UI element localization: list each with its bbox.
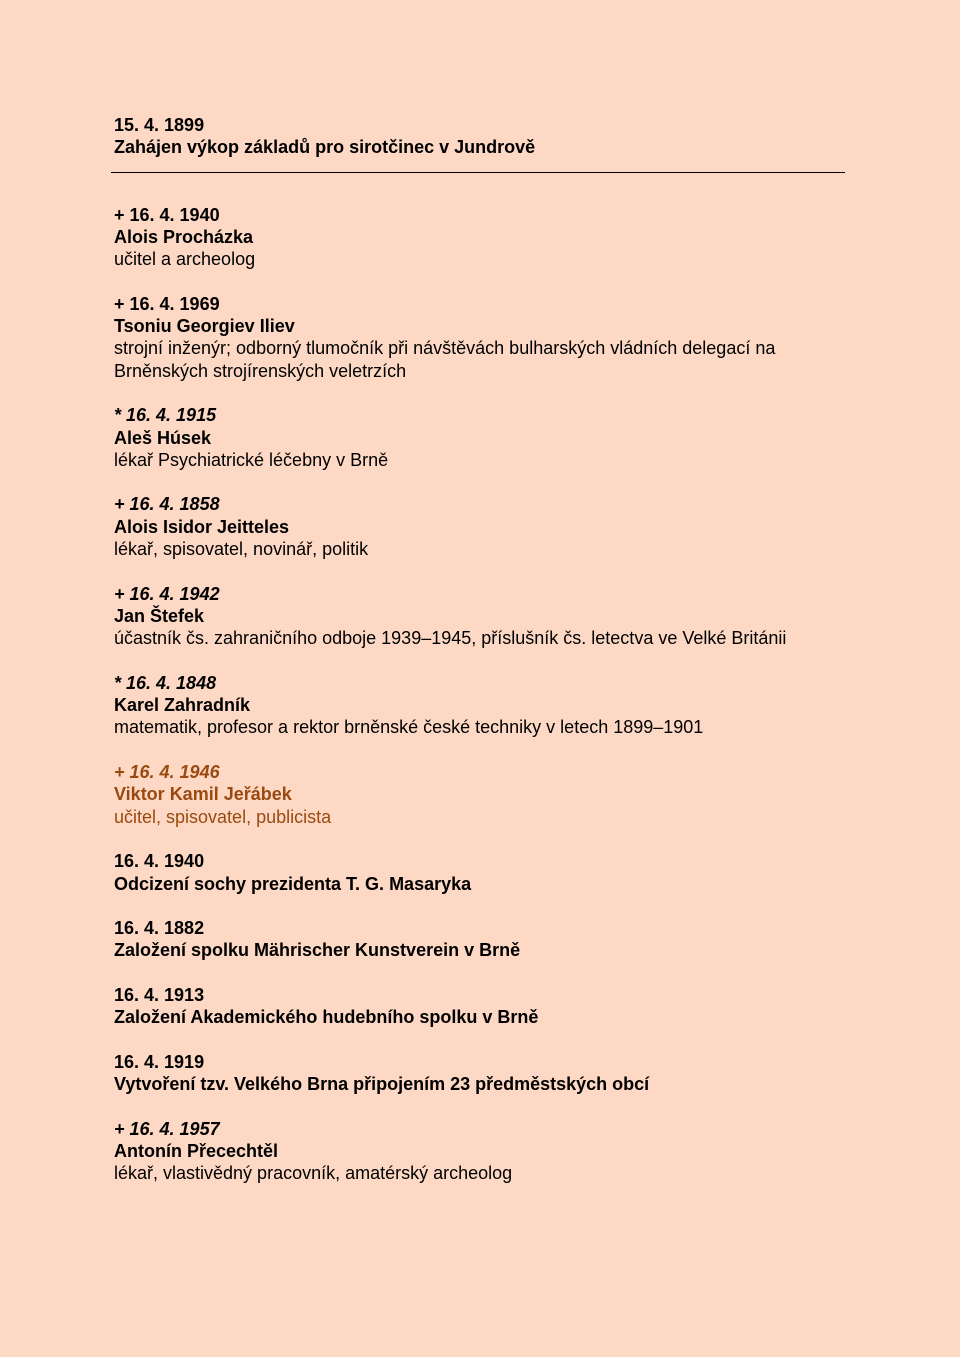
- event-date: 16. 4. 1913: [114, 984, 205, 1005]
- entry-description: lékař, vlastivědný pracovník, amatérský archeolog: [114, 1163, 513, 1184]
- event-entry: [114, 984, 854, 1029]
- entry-description: učitel, spisovatel, publicista: [114, 806, 332, 827]
- person-entry: [114, 672, 854, 739]
- entry-name: Tsoniu Georgiev Iliev: [114, 316, 295, 337]
- entry-description: matematik, profesor a rektor brněnské české techniky v letech 1899–1901: [114, 717, 704, 738]
- entry-description: lékař Psychiatrické léčebny v Brně: [114, 449, 389, 470]
- person-entry: [114, 204, 854, 271]
- event-date: 16. 4. 1940: [114, 851, 205, 872]
- person-entry: [114, 1118, 854, 1185]
- event-title: Založení spolku Mährischer Kunstverein v Brně: [114, 940, 521, 961]
- entry-date: * 16. 4. 1915: [114, 405, 217, 426]
- event-entry: [114, 850, 854, 895]
- entry-date: + 16. 4. 1942: [114, 583, 220, 604]
- person-entry: [114, 583, 854, 650]
- entry-date: + 16. 4. 1858: [114, 494, 220, 515]
- entry-date: * 16. 4. 1848: [114, 672, 217, 693]
- document-content: [114, 114, 854, 1185]
- person-entry-highlighted: [114, 761, 854, 828]
- event-title: Odcizení sochy prezidenta T. G. Masaryka: [114, 873, 472, 894]
- event-entry: [114, 917, 854, 962]
- entry-date: + 16. 4. 1940: [114, 204, 220, 225]
- entry-date: + 16. 4. 1957: [114, 1118, 220, 1139]
- event-title: Vytvoření tzv. Velkého Brna připojením 23 předměstských obcí: [114, 1074, 650, 1095]
- event-title: Zahájen výkop základů pro sirotčinec v Jundrově: [114, 137, 536, 158]
- event-entry: [114, 1051, 854, 1096]
- event-block: [114, 114, 854, 159]
- entry-date: + 16. 4. 1946: [114, 762, 220, 783]
- entry-name: Alois Isidor Jeitteles: [114, 516, 290, 537]
- person-entry: [114, 493, 854, 560]
- entry-name: Karel Zahradník: [114, 695, 251, 716]
- event-title: Založení Akademického hudebního spolku v Brně: [114, 1007, 539, 1028]
- entry-description: strojní inženýr; odborný tlumočník při návštěvách bulharských vládních delegací na Brněnských strojírenských veletrzích: [114, 338, 776, 381]
- event-date: 15. 4. 1899: [114, 115, 205, 135]
- entry-date: + 16. 4. 1969: [114, 293, 220, 314]
- person-entry: [114, 404, 854, 471]
- entry-name: Alois Procházka: [114, 226, 254, 247]
- entry-name: Jan Štefek: [114, 605, 205, 626]
- event-date: 16. 4. 1919: [114, 1051, 205, 1072]
- entry-name: Aleš Húsek: [114, 427, 212, 448]
- person-entry: [114, 293, 854, 382]
- entry-description: lékař, spisovatel, novinář, politik: [114, 539, 369, 560]
- entry-description: účastník čs. zahraničního odboje 1939–1945, příslušník čs. letectva ve Velké Británii: [114, 628, 787, 649]
- entry-name: Viktor Kamil Jeřábek: [114, 784, 292, 805]
- event-date: 16. 4. 1882: [114, 918, 205, 939]
- entry-name: Antonín Přecechtěl: [114, 1141, 279, 1162]
- entry-description: učitel a archeolog: [114, 249, 256, 270]
